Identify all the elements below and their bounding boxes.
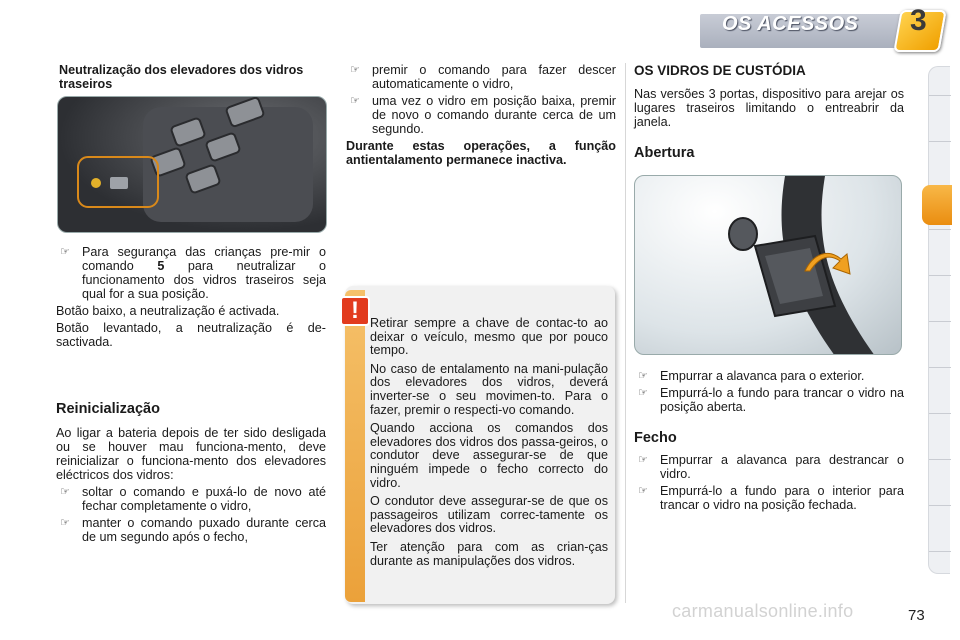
page-number: 73 [908, 607, 925, 624]
para-button-up: Botão levantado, a neutralização é de-sactivada. [56, 321, 326, 349]
bullet-closing-1: ☞ Empurrar a alavanca para destrancar o vidro. [638, 453, 904, 481]
bullet-opening-2: ☞ Empurrá-lo a fundo para trancar o vidro na posição aberta. [638, 386, 904, 414]
bullet-reinit-2: ☞ manter o comando puxado durante cerca de um segundo após o fecho, [60, 516, 326, 544]
para-button-down: Botão baixo, a neutralização é activada. [56, 304, 280, 318]
section-subhead-neutralization: Neutralização dos elevadores dos vidros traseiros [59, 63, 304, 91]
hand-pointer-icon: ☞ [60, 486, 70, 498]
warning-exclamation-icon: ! [340, 296, 370, 326]
chapter-title: OS ACESSOS [722, 13, 859, 35]
warning-para: Retirar sempre a chave de contac-to ao deixar o veículo, mesmo que por pouco tempo. [370, 316, 608, 358]
warning-para: No caso de entalamento na mani-pulação dos elevadores dos vidros, deverá inverter-se o seu movimen-to. Para o fazer, premir o respecti-vo comando. [370, 361, 608, 417]
window-latch-image [634, 175, 902, 355]
chapter-number: 3 [910, 4, 927, 37]
active-chapter-tab[interactable] [922, 185, 952, 225]
hand-pointer-icon: ☞ [638, 485, 648, 497]
para-custody-intro: Nas versões 3 portas, dispositivo para arejar os lugares traseiros limitando o entreabrir da janela. [634, 87, 904, 129]
column-middle [346, 63, 616, 170]
hand-pointer-icon: ☞ [350, 95, 360, 107]
section-title-custody-windows: OS VIDROS DE CUSTÓDIA [634, 63, 806, 78]
hand-pointer-icon: ☞ [638, 387, 648, 399]
chapter-tabs [928, 66, 950, 574]
hand-pointer-icon: ☞ [60, 246, 70, 258]
bullet-closing-2: ☞ Empurrá-lo a fundo para o interior para trancar o vidro na posição fechada. [638, 484, 904, 512]
hand-pointer-icon: ☞ [638, 370, 648, 382]
note-antipinch: Durante estas operações, a função antientalamento permanece inactiva. [346, 139, 616, 167]
bullet-auto-down: ☞ premir o comando para fazer descer automaticamente o vidro, [350, 63, 616, 91]
section-title-opening: Abertura [634, 145, 695, 161]
watermark: carmanualsonline.info [672, 601, 854, 621]
bullet-neutralize: ☞ Para segurança das crianças pre-mir o comando 5 para neutralizar o funcionamento dos vidros traseiros seja qual for a sua posição. [60, 245, 326, 301]
window-switch-panel-image [57, 96, 327, 233]
warning-para: Ter atenção para com as crian-ças durante as manipulações dos vidros. [370, 539, 608, 568]
page-header [0, 0, 960, 60]
bullet-press-again: ☞ uma vez o vidro em posição baixa, premir de novo o comando durante cerca de um segundo. [350, 94, 616, 136]
warning-para: O condutor deve assegurar-se de que os passageiros utilizam correc-tamente os elevadores dos vidros. [370, 494, 608, 536]
warning-para: Quando acciona os comandos dos elevadores dos vidros dos passa-geiros, o condutor deve assegurar-se de que ninguém impede o fecho correcto do vidro. [370, 421, 608, 490]
hand-pointer-icon: ☞ [60, 517, 70, 529]
bullet-opening-1: ☞ Empurrar a alavanca para o exterior. [638, 369, 865, 383]
section-title-closing: Fecho [634, 430, 677, 446]
section-title-reinitialization: Reinicialização [56, 401, 160, 417]
bullet-reinit-1: ☞ soltar o comando e puxá-lo de novo até fechar completamente o vidro, [60, 485, 326, 513]
warning-text [370, 317, 608, 573]
para-reinitialization: Ao ligar a bateria depois de ter sido desligada ou se houver mau funciona-mento, deve reinicializar o funciona-mento dos elevadores eléctricos dos vidros: [56, 426, 326, 482]
hand-pointer-icon: ☞ [350, 64, 360, 76]
hand-pointer-icon: ☞ [638, 454, 648, 466]
warning-strip [345, 290, 365, 602]
column-divider [625, 63, 626, 603]
